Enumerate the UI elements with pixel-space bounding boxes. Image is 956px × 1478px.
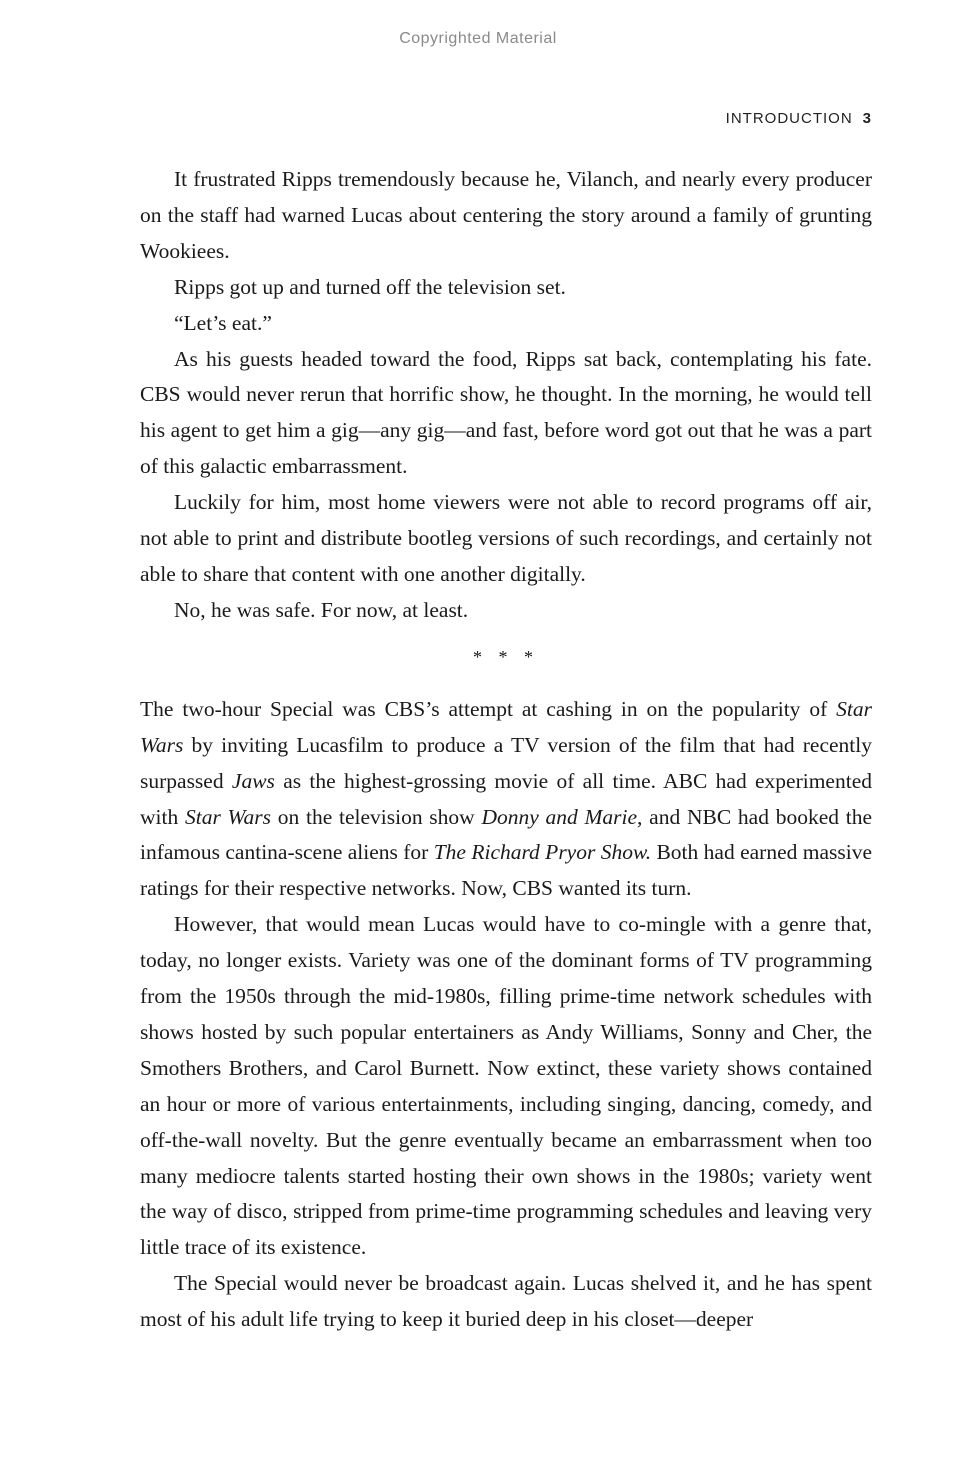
title-jaws: Jaws bbox=[231, 768, 275, 793]
paragraph: “Let’s eat.” bbox=[174, 310, 272, 335]
paragraph bbox=[140, 692, 872, 907]
page-number: 3 bbox=[862, 110, 872, 127]
text-run: The two-hour Special was CBS’s attempt at cashing in on the popularity of bbox=[140, 696, 837, 721]
copyright-watermark: Copyrighted Material bbox=[399, 30, 557, 47]
title-star-wars: Star Wars bbox=[140, 696, 872, 757]
text-run: on the television show bbox=[270, 804, 482, 829]
paragraph: As his guests headed toward the food, Ripps sat back, contemplating his fate. CBS would never rerun that horrific show, he thought. In the morning, he would tell his agent to get him a gig—any gig—and fast, before word got out that he was a part of this galactic embarrassment. bbox=[140, 346, 872, 479]
body-text bbox=[140, 162, 872, 1338]
paragraph: No, he was safe. For now, at least. bbox=[174, 597, 469, 622]
paragraph: Ripps got up and turned off the television set. bbox=[174, 274, 566, 299]
paragraph: The Special would never be broadcast again. Lucas shelved it, and he has spent most of his adult life trying to keep it buried deep in his closet—deeper bbox=[140, 1271, 872, 1332]
section-break: * * * bbox=[473, 646, 539, 667]
title-star-wars: Star Wars bbox=[184, 804, 271, 829]
text-run: and NBC had booked the infamous cantina-scene aliens for bbox=[140, 804, 872, 865]
paragraph: It frustrated Ripps tremendously because he, Vilanch, and nearly every producer on the staff had warned Lucas about centering the story around a family of grunting Wookiees. bbox=[140, 167, 872, 263]
chapter-title: INTRODUCTION bbox=[725, 110, 853, 127]
text-run: Both had earned massive ratings for their respective networks. Now, CBS wanted its turn. bbox=[140, 840, 873, 901]
text-run: as the highest-grossing movie of all time. ABC had experimented with bbox=[140, 768, 872, 829]
paragraph: Luckily for him, most home viewers were not able to record programs off air, not able to print and distribute bootleg versions of such recordings, and certainly not able to share that content with one another digitally. bbox=[140, 490, 872, 586]
running-head bbox=[726, 110, 872, 127]
title-richard-pryor-show: The Richard Pryor Show. bbox=[433, 840, 652, 865]
title-donny-and-marie: Donny and Marie, bbox=[481, 804, 643, 829]
paragraph: However, that would mean Lucas would have to co-mingle with a genre that, today, no longer exists. Variety was one of the dominant forms of TV programming from the 1950s through the mid-1980s, filling prime-time network schedules with shows hosted by such popular entertainers as Andy Williams, Sonny and Cher, the Smothers Brothers, and Carol Burnett. Now extinct, these variety shows contained an hour or more of various entertainments, including singing, dancing, comedy, and off-the-wall novelty. But the genre eventually became an embarrassment when too many mediocre talents started hosting their own shows in the 1980s; variety went the way of disco, stripped from prime-time programming schedules and leaving very little trace of its existence. bbox=[140, 912, 872, 1260]
text-run: by inviting Lucasfilm to produce a TV version of the film that had recently surpassed bbox=[140, 732, 872, 793]
